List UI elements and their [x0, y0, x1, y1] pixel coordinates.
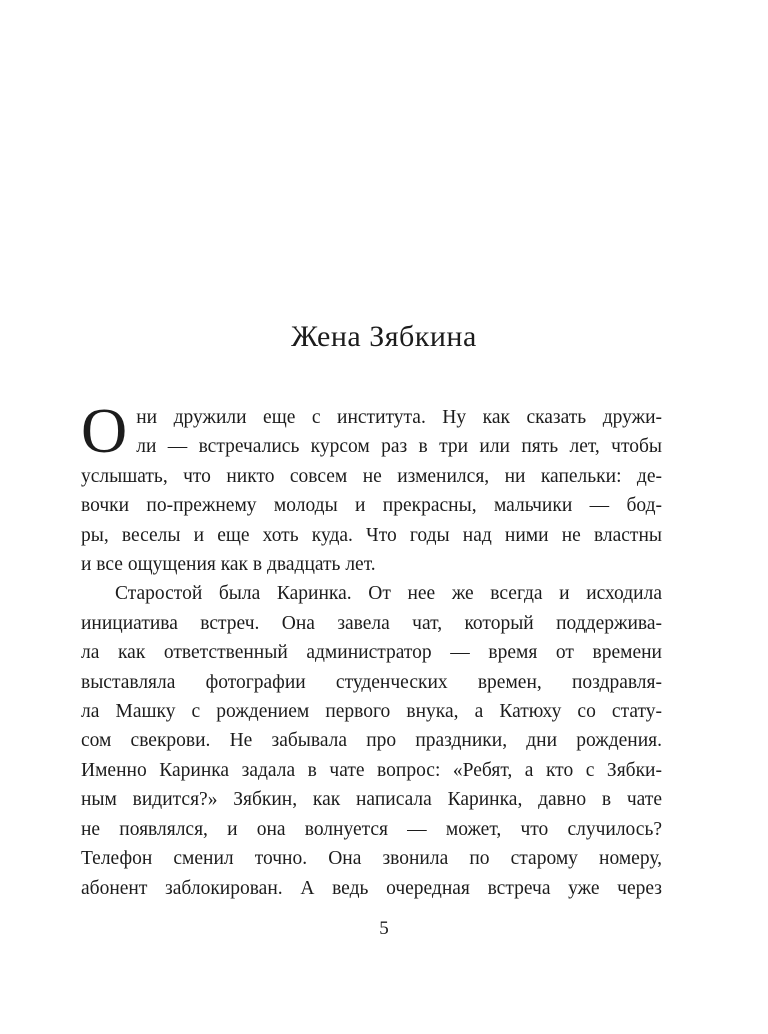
paragraph-2-lines — [81, 579, 662, 902]
paragraph-1-lines — [81, 395, 662, 579]
text-line: услышать, что никто совсем не изменился, ни капельки: де- — [81, 465, 662, 487]
paragraph-2 — [81, 579, 662, 902]
text-line: и все ощущения как в двадцать лет. — [81, 554, 376, 576]
text-line: выставляла фотографии студенческих времен, поздравля- — [81, 671, 662, 693]
page-number: 5 — [379, 918, 389, 939]
text-line: абонент заблокирован. А ведь очередная встреча уже через — [81, 877, 662, 899]
text-line: сом свекрови. Не забывала про праздники, дни рождения. — [81, 730, 662, 752]
text-line: ла Машку с рождением первого внука, а Катюху со стату- — [81, 701, 662, 723]
text-line: вочки по-прежнему молоды и прекрасны, мальчики — бод- — [81, 495, 662, 517]
paragraph-1 — [81, 395, 662, 579]
text-block — [81, 395, 662, 903]
text-line: Именно Каринка задала в чате вопрос: «Ребят, а кто с Зябки- — [81, 759, 662, 781]
text-line: инициатива встреч. Она завела чат, который поддержива- — [81, 612, 662, 634]
text-line: Старостой была Каринка. От нее же всегда и исходила — [115, 583, 662, 605]
text-line: не появлялся, и она волнуется — может, что случилось? — [81, 818, 662, 840]
text-line: ным видится?» Зябкин, как написала Каринка, давно в чате — [81, 789, 662, 811]
text-line: ла как ответственный администратор — время от времени — [81, 642, 662, 664]
drop-cap: О — [81, 395, 128, 466]
text-line: ли — встречались курсом раз в три или пять лет, чтобы — [136, 436, 662, 458]
text-line: ры, веселы и еще хоть куда. Что годы над ними не властны — [81, 524, 662, 546]
text-line: ни дружили еще с института. Ну как сказать дружи- — [136, 407, 662, 428]
text-line: Телефон сменил точно. Она звонила по старому номеру, — [81, 848, 662, 870]
chapter-title: Жена Зябкина — [291, 320, 477, 353]
